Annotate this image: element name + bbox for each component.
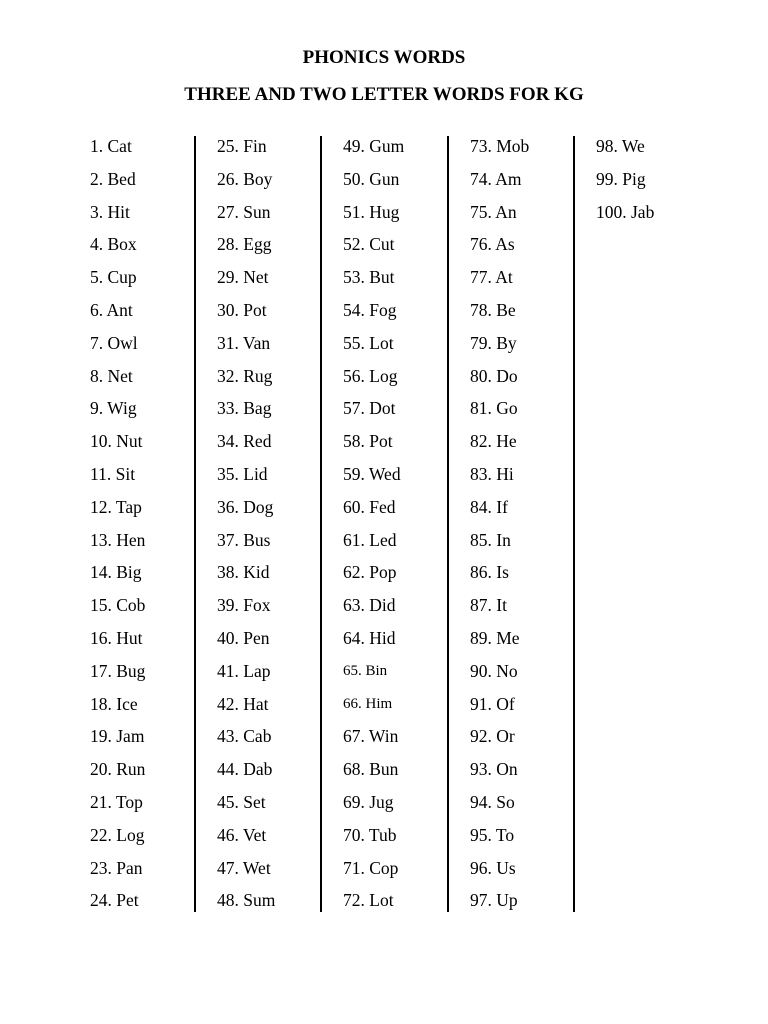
word-item: 8. Net xyxy=(90,365,133,386)
column-divider xyxy=(194,136,196,912)
word-item: 98. We xyxy=(596,136,645,156)
word-item: 37. Bus xyxy=(217,529,271,550)
word-column-1 xyxy=(90,134,145,912)
word-item: 28. Egg xyxy=(217,234,272,255)
word-item: 93. On xyxy=(470,759,518,780)
word-item: 68. Bun xyxy=(343,759,399,780)
word-item: 13. Hen xyxy=(90,529,146,550)
word-item: 3. Hit xyxy=(90,201,130,222)
word-item: 60. Fed xyxy=(343,496,396,517)
word-item: 35. Lid xyxy=(217,463,268,484)
word-item: 38. Kid xyxy=(217,562,270,583)
word-item: 30. Pot xyxy=(217,299,267,320)
word-item: 47. Wet xyxy=(217,857,271,878)
word-item: 90. No xyxy=(470,660,518,681)
column-divider xyxy=(320,136,322,912)
word-item: 67. Win xyxy=(343,726,399,747)
word-item: 64. Hid xyxy=(343,627,396,648)
word-columns xyxy=(0,134,768,912)
word-item: 59. Wed xyxy=(343,463,401,484)
word-item: 77. At xyxy=(470,267,513,288)
word-item: 83. Hi xyxy=(470,463,514,484)
word-item: 99. Pig xyxy=(596,168,646,189)
word-item: 4. Box xyxy=(90,234,137,255)
word-item: 6. Ant xyxy=(90,299,133,320)
word-item: 33. Bag xyxy=(217,398,272,419)
word-item: 70. Tub xyxy=(343,824,397,845)
word-item: 44. Dab xyxy=(217,759,273,780)
word-item: 29. Net xyxy=(217,267,269,288)
word-column-5 xyxy=(596,134,654,912)
word-item: 82. He xyxy=(470,431,517,452)
word-item: 56. Log xyxy=(343,365,398,386)
word-item: 96. Us xyxy=(470,857,516,878)
word-item: 87. It xyxy=(470,595,507,616)
word-item: 43. Cab xyxy=(217,726,272,747)
word-item: 73. Mob xyxy=(470,136,530,156)
word-item: 91. Of xyxy=(470,693,515,714)
word-item: 65. Bin xyxy=(343,662,388,679)
word-item: 95. To xyxy=(470,824,515,845)
word-item: 17. Bug xyxy=(90,660,146,681)
word-item: 76. As xyxy=(470,234,515,255)
word-item: 2. Bed xyxy=(90,168,136,189)
column-divider xyxy=(573,136,575,912)
word-item: 94. So xyxy=(470,791,515,812)
word-item: 16. Hut xyxy=(90,627,143,648)
word-item: 84. If xyxy=(470,496,508,517)
word-column-2 xyxy=(217,134,275,912)
word-item: 97. Up xyxy=(470,890,518,911)
word-item: 66. Him xyxy=(343,695,393,712)
word-item: 40. Pen xyxy=(217,627,270,648)
word-item: 61. Led xyxy=(343,529,397,550)
word-item: 69. Jug xyxy=(343,791,394,812)
word-item: 53. But xyxy=(343,267,395,288)
word-item: 86. Is xyxy=(470,562,509,583)
word-item: 58. Pot xyxy=(343,431,393,452)
word-item: 55. Lot xyxy=(343,332,394,353)
word-item: 54. Fog xyxy=(343,299,397,320)
word-item: 22. Log xyxy=(90,824,145,845)
word-item: 5. Cup xyxy=(90,267,137,288)
word-item: 79. By xyxy=(470,332,517,353)
word-item: 36. Dog xyxy=(217,496,274,517)
word-item: 71. Cop xyxy=(343,857,399,878)
word-item: 89. Me xyxy=(470,627,520,648)
word-item: 75. An xyxy=(470,201,517,222)
word-item: 92. Or xyxy=(470,726,515,747)
word-item: 50. Gun xyxy=(343,168,400,189)
word-item: 32. Rug xyxy=(217,365,273,386)
word-item: 24. Pet xyxy=(90,890,139,911)
word-item: 21. Top xyxy=(90,791,143,812)
column-divider xyxy=(447,136,449,912)
word-item: 100. Jab xyxy=(596,201,655,222)
word-column-3 xyxy=(343,134,404,912)
word-item: 74. Am xyxy=(470,168,522,189)
word-column-4 xyxy=(470,134,529,912)
word-item: 12. Tap xyxy=(90,496,142,517)
word-item: 42. Hat xyxy=(217,693,269,714)
word-item: 80. Do xyxy=(470,365,518,386)
word-item: 41. Lap xyxy=(217,660,271,681)
word-item: 18. Ice xyxy=(90,693,138,714)
word-item: 52. Cut xyxy=(343,234,395,255)
word-item: 31. Van xyxy=(217,332,271,353)
word-item: 85. In xyxy=(470,529,511,550)
word-item: 1. Cat xyxy=(90,136,132,156)
word-item: 9. Wig xyxy=(90,398,137,419)
word-item: 20. Run xyxy=(90,759,146,780)
word-item: 23. Pan xyxy=(90,857,143,878)
word-item: 34. Red xyxy=(217,431,272,452)
word-item: 72. Lot xyxy=(343,890,394,911)
word-item: 78. Be xyxy=(470,299,516,320)
word-item: 62. Pop xyxy=(343,562,397,583)
word-item: 14. Big xyxy=(90,562,142,583)
page-title: PHONICS WORDS xyxy=(302,47,466,68)
word-item: 51. Hug xyxy=(343,201,400,222)
word-item: 25. Fin xyxy=(217,136,267,156)
word-item: 19. Jam xyxy=(90,726,145,747)
word-item: 81. Go xyxy=(470,398,518,419)
word-item: 57. Dot xyxy=(343,398,396,419)
word-item: 39. Fox xyxy=(217,595,271,616)
word-item: 10. Nut xyxy=(90,431,143,452)
page-subtitle: THREE AND TWO LETTER WORDS FOR KG xyxy=(184,84,584,105)
word-item: 11. Sit xyxy=(90,463,136,484)
word-item: 49. Gum xyxy=(343,136,405,156)
word-item: 7. Owl xyxy=(90,332,138,353)
word-item: 46. Vet xyxy=(217,824,267,845)
word-item: 15. Cob xyxy=(90,595,146,616)
word-item: 48. Sum xyxy=(217,890,276,911)
word-item: 45. Set xyxy=(217,791,266,812)
word-item: 63. Did xyxy=(343,595,396,616)
word-item: 26. Boy xyxy=(217,168,273,189)
word-item: 27. Sun xyxy=(217,201,271,222)
